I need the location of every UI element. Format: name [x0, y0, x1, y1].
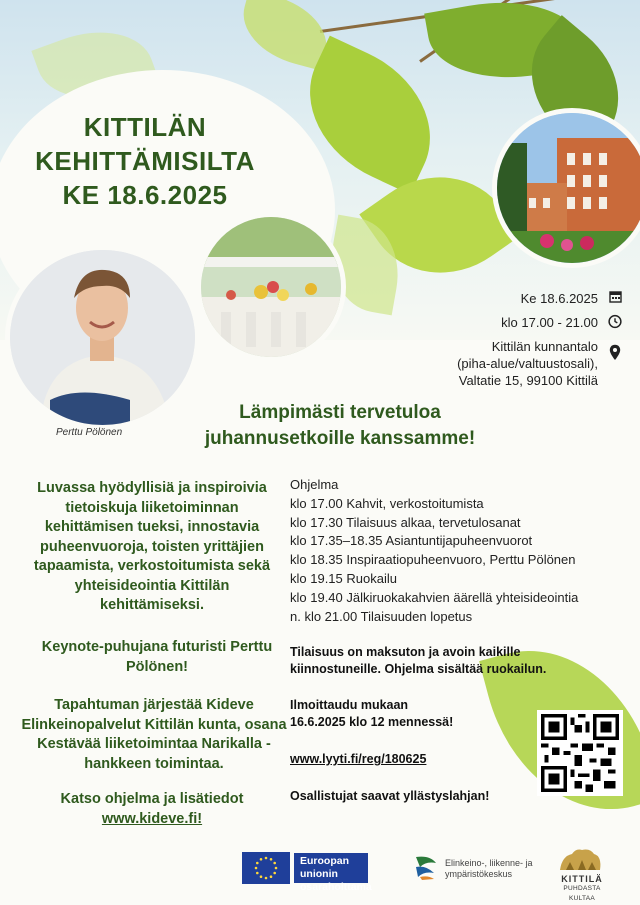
welcome-heading: [160, 400, 520, 452]
program-text: Asiantuntijapuheenvuorot: [385, 533, 533, 549]
ely-line-2: ympäristökeskus: [445, 869, 513, 879]
program-list: [290, 495, 630, 627]
register-text: [290, 697, 580, 731]
welcome-line-2: juhannusetkoille kanssamme!: [204, 428, 476, 449]
location-pin-icon: [608, 338, 622, 361]
organizer-text: Tapahtuman järjestää Kideve Elinkeinopalvelut Kittilän kunta, osana Kestävää liiketoimintaa Narikalla -hankkeen toimintaa.: [21, 697, 287, 772]
registration-link[interactable]: www.lyyti.fi/reg/180625: [290, 752, 427, 766]
welcome-line-1: Lämpimästi tervetuloa: [239, 402, 441, 423]
title-line-1: KITTILÄN: [83, 112, 207, 142]
more-info-text: Katso ohjelma ja lisätiedot: [60, 791, 244, 807]
keynote-text: Keynote-puhujana futuristi Perttu Pölönen!: [41, 639, 273, 675]
more-info: [22, 790, 282, 829]
program-text: Ruokailu: [346, 570, 397, 586]
program-time: n. klo 21.00: [290, 608, 358, 624]
notice-text: Tilaisuus on maksuton ja avoin kaikille kiinnostuneille. Ohjelma sisältää ruokailun.: [290, 645, 547, 676]
kittila-bear-logo-icon: [556, 844, 604, 874]
website-link[interactable]: www.kideve.fi!: [101, 810, 203, 827]
program-item: [290, 495, 630, 514]
program-item: [290, 570, 630, 589]
program-item: [290, 608, 630, 627]
title-line-2: KEHITTÄMISILTA: [35, 146, 255, 176]
kittila-name: KITTILÄ: [561, 874, 603, 884]
register-line-2: 16.6.2025 klo 12 mennessä!: [290, 715, 454, 729]
program-text: Jälkiruokakahvien äärellä yhteisideointia: [346, 589, 579, 605]
kittila-label: [552, 874, 612, 904]
place-line-3: Valtatie 15, 99100 Kittilä: [458, 373, 598, 388]
program-item: [290, 551, 630, 570]
program-time: klo 17.35–18.35: [290, 533, 383, 549]
date-text: Ke 18.6.2025: [520, 291, 598, 306]
program: [290, 476, 630, 626]
time-text: klo 17.00 - 21.00: [501, 315, 598, 330]
program-item: [290, 514, 630, 533]
program-item: [290, 532, 630, 551]
place-line-1: Kittilän kunnantalo: [491, 339, 598, 354]
ely-label: [445, 858, 533, 880]
program-time: klo 19.15: [290, 570, 343, 586]
register-line-1: Ilmoittaudu mukaan: [290, 698, 409, 712]
program-text: Tilaisuuden lopetus: [360, 608, 473, 624]
event-time: [501, 314, 622, 331]
ely-logo-icon: [412, 853, 440, 881]
program-text: Inspiraatiopuheenvuoro, Perttu Pölönen: [346, 552, 576, 568]
program-time: klo 17.30: [290, 514, 343, 530]
intro-text: Luvassa hyödyllisiä ja inspiroivia tietoiskuja liiketoiminnan kehittämisen tueksi, innostavia puheenvuoroja, toisten yrittäjien tapaamista, verkostoitumista sekä yhteisideointia Kittilän kehittämiseksi.: [33, 480, 271, 613]
footer-logos: [0, 838, 640, 905]
title-line-3: KE 18.6.2025: [62, 180, 228, 210]
eu-funding-label: [294, 853, 372, 893]
clock-icon: [608, 314, 622, 329]
eu-flag-icon: [242, 852, 290, 884]
speaker-caption: Perttu Pölönen: [56, 427, 123, 438]
place-line-2: (piha-alue/valtuustosali),: [457, 356, 598, 371]
program-time: klo 17.00: [290, 495, 343, 511]
event-date: [521, 290, 622, 307]
kittila-slogan: PUHDASTA KULTAA: [563, 885, 601, 902]
program-item: [290, 589, 630, 608]
calendar-icon: [608, 290, 622, 303]
event-location: [457, 338, 622, 389]
program-heading: Ohjelma: [290, 477, 339, 492]
event-table-photo: [196, 212, 346, 362]
program-text: Tilaisuus alkaa, tervetulosanat: [346, 514, 521, 530]
gift-text: Osallistujat saavat yllästyslahjan!: [290, 789, 490, 803]
program-text: Kahvit, verkostoitumista: [346, 495, 484, 511]
program-time: klo 18.35: [290, 552, 343, 568]
eu-line-2: osarahoittama: [300, 881, 372, 893]
ely-line-1: Elinkeino-, liikenne- ja: [445, 858, 533, 868]
program-time: klo 19.40: [290, 589, 343, 605]
page-title: [35, 110, 255, 212]
town-hall-photo: [492, 108, 640, 268]
eu-line-1: Euroopan unionin: [300, 855, 349, 880]
